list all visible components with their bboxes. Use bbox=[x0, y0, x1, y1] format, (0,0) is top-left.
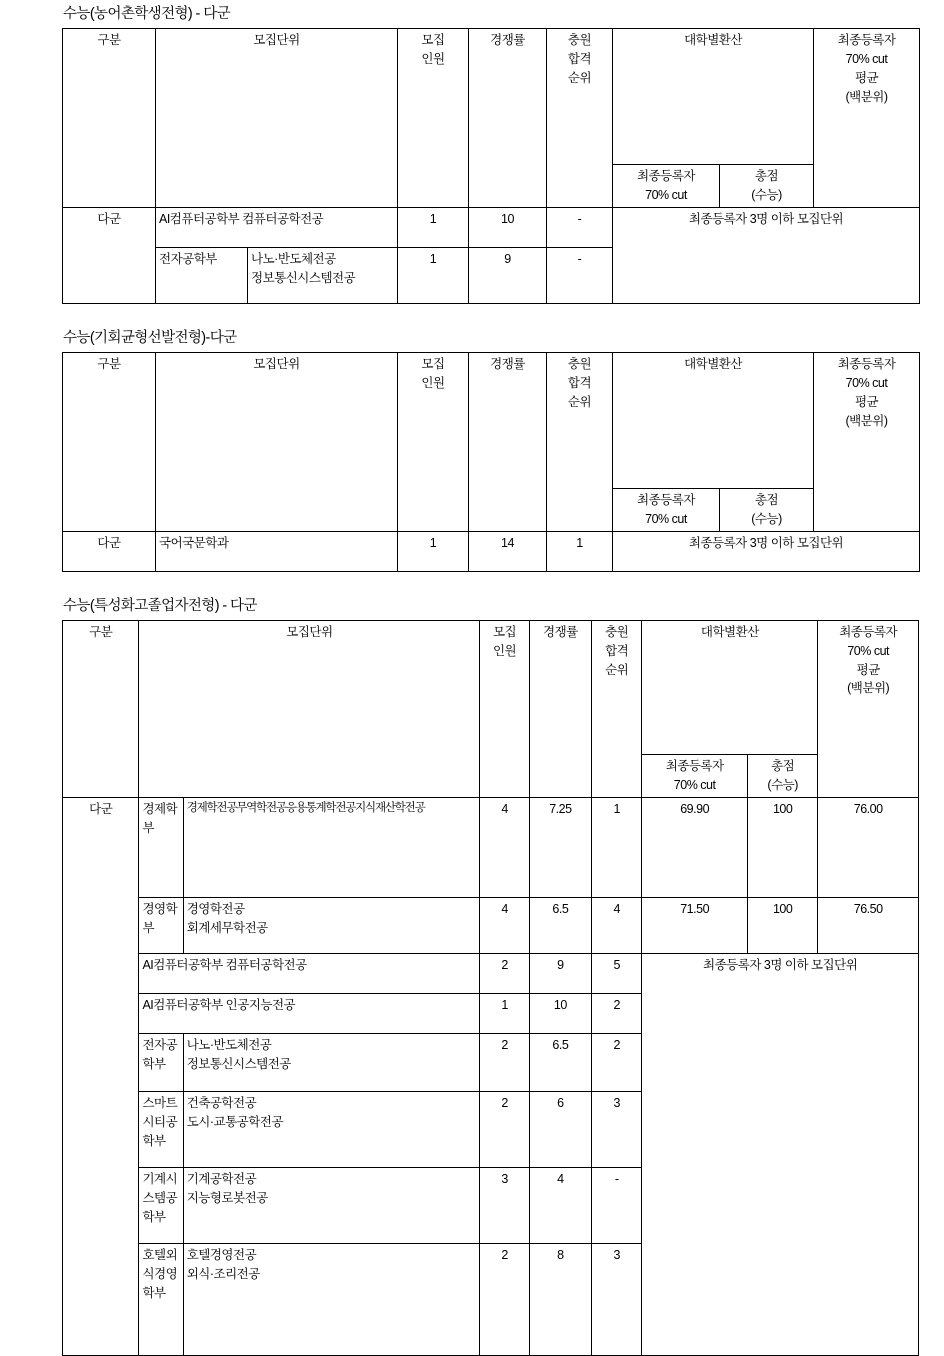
header-final-cut bbox=[613, 489, 720, 532]
header-converted: 대학별환산 bbox=[613, 29, 814, 165]
cell-extra-rank: - bbox=[547, 247, 613, 303]
cell-quota: 1 bbox=[398, 247, 469, 303]
major-name: 기계공학전공 bbox=[186, 1171, 257, 1186]
header-extra-line2: 합격 bbox=[567, 52, 592, 67]
department-name: 경영학부 bbox=[142, 901, 178, 936]
cell-quota: 2 bbox=[480, 1243, 529, 1355]
cell-ratio: 6.5 bbox=[529, 897, 591, 953]
cell-ratio: 6.5 bbox=[529, 1033, 591, 1091]
header-final-line2: 70% cut bbox=[645, 188, 687, 203]
table-row bbox=[63, 897, 919, 953]
cell-note: 최종등록자 3명 이하 모집단위 bbox=[642, 953, 919, 1355]
header-final-line2: 70% cut bbox=[673, 777, 716, 792]
major-name: 정보통신시스템전공 bbox=[251, 271, 356, 286]
table-row bbox=[63, 207, 920, 247]
cell-majors bbox=[183, 1033, 480, 1091]
cell-majors bbox=[183, 1167, 480, 1243]
cell-majors bbox=[183, 1091, 480, 1167]
header-ratio: 경쟁률 bbox=[469, 29, 547, 208]
header-total-line1: 총점 bbox=[754, 493, 779, 508]
table-header-row bbox=[63, 353, 920, 489]
header-avg-line3: 평균 bbox=[854, 394, 879, 409]
cell-extra-rank: 3 bbox=[592, 1243, 642, 1355]
cell-unit: AI컴퓨터공학부 컴퓨터공학전공 bbox=[139, 953, 480, 993]
major-name: 경제학전공무역학전공응용통계학전공지식재산학전공 bbox=[186, 801, 425, 814]
major-name: 지능형로봇전공 bbox=[186, 1191, 268, 1206]
cell-department bbox=[139, 1091, 183, 1167]
header-quota-line1: 모집 bbox=[492, 625, 517, 640]
header-total-line2: (수능) bbox=[751, 512, 782, 527]
header-extra-rank bbox=[592, 621, 642, 798]
cell-ratio: 4 bbox=[529, 1167, 591, 1243]
header-final-line1: 최종등록자 bbox=[637, 493, 695, 508]
department-name: 기계시스템공학부 bbox=[142, 1171, 178, 1225]
header-quota bbox=[398, 353, 469, 532]
header-extra-line1: 충원 bbox=[567, 357, 592, 372]
major-name: 회계세무학전공 bbox=[186, 921, 268, 936]
cell-extra-rank: 4 bbox=[592, 897, 642, 953]
table-row bbox=[63, 531, 920, 571]
cell-ratio: 7.25 bbox=[529, 797, 591, 897]
header-avg-line2: 70% cut bbox=[845, 52, 888, 67]
cell-extra-rank: 2 bbox=[592, 993, 642, 1033]
header-ratio: 경쟁률 bbox=[469, 353, 547, 532]
header-gubun: 구분 bbox=[63, 621, 139, 798]
section-gihoe bbox=[62, 330, 920, 572]
header-avg-line3: 평균 bbox=[854, 70, 879, 85]
cell-quota: 2 bbox=[480, 953, 529, 993]
header-quota-line2: 인원 bbox=[492, 643, 517, 658]
cell-unit: AI컴퓨터공학부 인공지능전공 bbox=[139, 993, 480, 1033]
table-header-row bbox=[63, 621, 919, 755]
header-quota-line2: 인원 bbox=[421, 376, 445, 391]
header-converted: 대학별환산 bbox=[613, 353, 814, 489]
cell-extra-rank: 1 bbox=[592, 797, 642, 897]
cell-quota: 1 bbox=[398, 531, 469, 571]
major-name: 호텔경영전공 bbox=[186, 1247, 257, 1262]
cell-department bbox=[139, 1033, 183, 1091]
header-extra-line1: 충원 bbox=[605, 625, 629, 640]
header-ratio: 경쟁률 bbox=[529, 621, 591, 798]
header-final-cut bbox=[642, 755, 748, 798]
cell-department bbox=[139, 897, 183, 953]
header-final-cut bbox=[613, 165, 720, 208]
cell-quota: 2 bbox=[480, 1033, 529, 1091]
header-extra-line3: 순위 bbox=[605, 662, 629, 677]
header-avg-line4: (백분위) bbox=[845, 413, 888, 428]
header-extra-line3: 순위 bbox=[567, 394, 592, 409]
header-total-score bbox=[720, 165, 814, 208]
cell-extra-rank: - bbox=[547, 207, 613, 247]
header-extra-line2: 합격 bbox=[567, 376, 592, 391]
cell-gubun: 다군 bbox=[63, 207, 156, 303]
cell-quota: 2 bbox=[480, 1091, 529, 1167]
cell-ratio: 10 bbox=[469, 207, 547, 247]
cell-ratio: 10 bbox=[529, 993, 591, 1033]
header-extra-line3: 순위 bbox=[567, 70, 592, 85]
cell-ratio: 9 bbox=[469, 247, 547, 303]
cell-extra-rank: 1 bbox=[547, 531, 613, 571]
admissions-table-2 bbox=[62, 352, 920, 572]
cell-note: 최종등록자 3명 이하 모집단위 bbox=[613, 531, 920, 571]
header-total-score bbox=[747, 755, 817, 798]
cell-quota: 4 bbox=[480, 897, 529, 953]
cell-total-score: 100 bbox=[747, 897, 817, 953]
section-title: 수능(특성화고졸업자전형) - 다군 bbox=[63, 597, 257, 614]
header-extra-line2: 합격 bbox=[605, 643, 629, 658]
cell-unit: 국어국문학과 bbox=[156, 531, 398, 571]
header-avg bbox=[818, 621, 919, 798]
header-final-line1: 최종등록자 bbox=[665, 759, 724, 774]
cell-extra-rank: 2 bbox=[592, 1033, 642, 1091]
header-quota bbox=[398, 29, 469, 208]
major-name: 나노·반도체전공 bbox=[251, 251, 336, 266]
cell-majors bbox=[183, 897, 480, 953]
header-avg bbox=[814, 353, 920, 532]
header-converted: 대학별환산 bbox=[642, 621, 818, 755]
cell-extra-rank: - bbox=[592, 1167, 642, 1243]
cell-department bbox=[139, 1167, 183, 1243]
header-total-line2: (수능) bbox=[751, 188, 782, 203]
admissions-table-3 bbox=[62, 620, 919, 1356]
department-name: 경제학부 bbox=[142, 801, 178, 836]
section-title: 수능(농어촌학생전형) - 다군 bbox=[63, 6, 231, 22]
header-total-line2: (수능) bbox=[767, 777, 798, 792]
cell-average: 76.00 bbox=[818, 797, 919, 897]
header-final-line1: 최종등록자 bbox=[637, 169, 695, 184]
cell-note: 최종등록자 3명 이하 모집단위 bbox=[613, 207, 920, 303]
cell-final-cut: 71.50 bbox=[642, 897, 748, 953]
cell-gubun: 다군 bbox=[63, 531, 156, 571]
cell-department bbox=[139, 1243, 183, 1355]
cell-final-cut: 69.90 bbox=[642, 797, 748, 897]
cell-quota: 1 bbox=[480, 993, 529, 1033]
major-name: 도시·교통공학전공 bbox=[186, 1115, 283, 1130]
header-avg-line3: 평균 bbox=[856, 662, 880, 677]
cell-unit: AI컴퓨터공학부 컴퓨터공학전공 bbox=[156, 207, 398, 247]
header-extra-line1: 충원 bbox=[567, 33, 592, 48]
cell-ratio: 9 bbox=[529, 953, 591, 993]
section-nongeochon bbox=[62, 6, 920, 304]
header-avg-line1: 최종등록자 bbox=[837, 357, 896, 372]
table-row bbox=[63, 953, 919, 993]
header-total-score bbox=[720, 489, 814, 532]
header-quota-line1: 모집 bbox=[421, 33, 445, 48]
header-extra-rank bbox=[547, 29, 613, 208]
department-name: 전자공학부 bbox=[142, 1037, 178, 1072]
cell-total-score: 100 bbox=[747, 797, 817, 897]
cell-majors bbox=[183, 797, 480, 897]
cell-extra-rank: 5 bbox=[592, 953, 642, 993]
cell-ratio: 14 bbox=[469, 531, 547, 571]
header-avg-line4: (백분위) bbox=[845, 89, 888, 104]
header-quota-line2: 인원 bbox=[421, 52, 445, 67]
major-name: 건축공학전공 bbox=[186, 1095, 257, 1110]
cell-quota: 1 bbox=[398, 207, 469, 247]
header-unit: 모집단위 bbox=[156, 29, 398, 208]
table-header-row bbox=[63, 29, 920, 165]
major-name: 정보통신시스템전공 bbox=[186, 1057, 291, 1072]
cell-average: 76.50 bbox=[818, 897, 919, 953]
major-name: 나노·반도체전공 bbox=[186, 1037, 272, 1052]
cell-extra-rank: 3 bbox=[592, 1091, 642, 1167]
header-extra-rank bbox=[547, 353, 613, 532]
header-quota bbox=[480, 621, 529, 798]
major-name: 경영학전공 bbox=[186, 901, 245, 916]
cell-department bbox=[139, 797, 183, 897]
header-avg-line1: 최종등록자 bbox=[839, 625, 898, 640]
admissions-table-1 bbox=[62, 28, 920, 304]
header-final-line2: 70% cut bbox=[645, 512, 687, 527]
header-avg-line1: 최종등록자 bbox=[837, 33, 896, 48]
cell-majors bbox=[248, 247, 398, 303]
section-title: 수능(기회균형선발전형)-다군 bbox=[63, 329, 237, 346]
major-name: 외식·조리전공 bbox=[186, 1267, 260, 1282]
header-gubun: 구분 bbox=[63, 353, 156, 532]
department-name: 호텔외식경영학부 bbox=[142, 1247, 178, 1301]
cell-ratio: 6 bbox=[529, 1091, 591, 1167]
header-gubun: 구분 bbox=[63, 29, 156, 208]
header-avg-line4: (백분위) bbox=[847, 681, 890, 696]
table-row bbox=[63, 797, 919, 897]
department-name: 스마트시티공학부 bbox=[142, 1095, 178, 1149]
cell-majors bbox=[183, 1243, 480, 1355]
header-avg-line2: 70% cut bbox=[845, 376, 888, 391]
header-avg bbox=[814, 29, 920, 208]
section-teukseonghwa bbox=[62, 598, 920, 1356]
header-total-line1: 총점 bbox=[771, 759, 795, 774]
cell-gubun: 다군 bbox=[63, 797, 139, 1355]
cell-ratio: 8 bbox=[529, 1243, 591, 1355]
header-quota-line1: 모집 bbox=[421, 357, 445, 372]
cell-quota: 4 bbox=[480, 797, 529, 897]
header-avg-line2: 70% cut bbox=[847, 643, 890, 658]
cell-department: 전자공학부 bbox=[156, 247, 248, 303]
header-unit: 모집단위 bbox=[156, 353, 398, 532]
cell-quota: 3 bbox=[480, 1167, 529, 1243]
header-unit: 모집단위 bbox=[139, 621, 480, 798]
header-total-line1: 총점 bbox=[754, 169, 779, 184]
